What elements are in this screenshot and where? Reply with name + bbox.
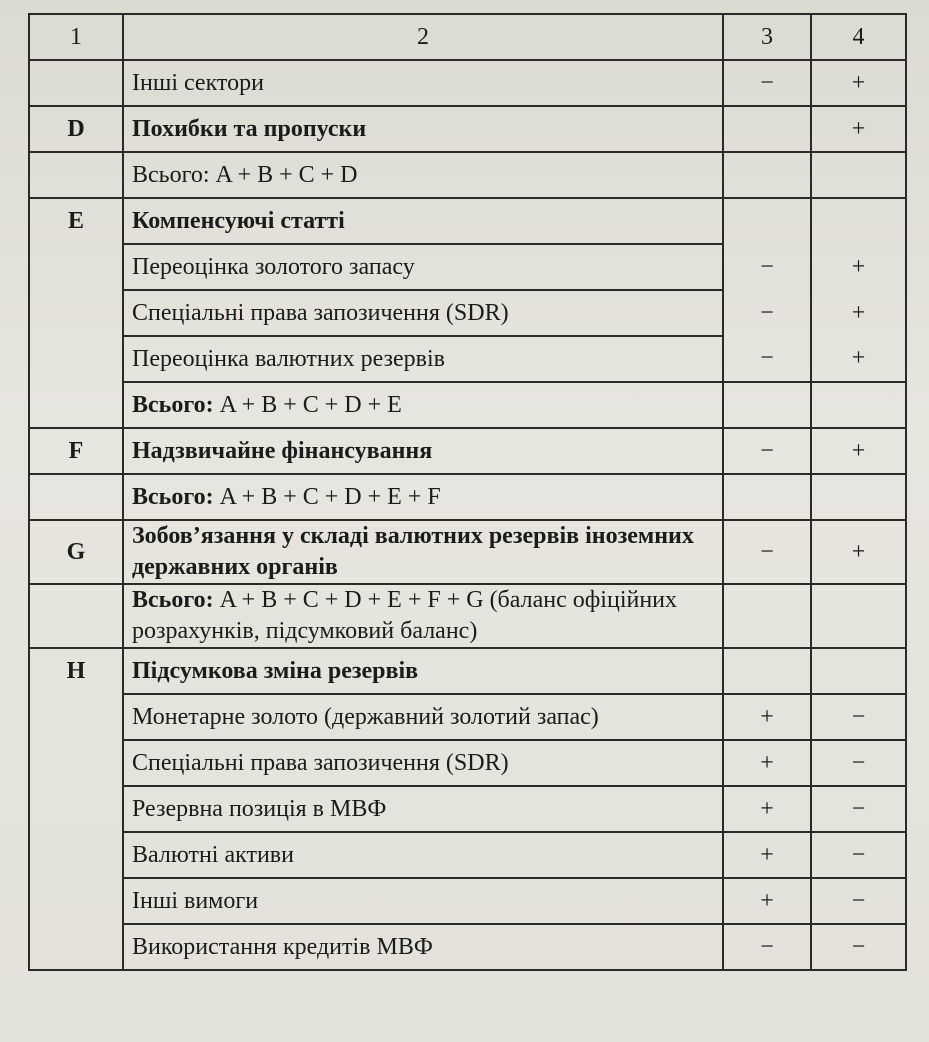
row-col3 bbox=[723, 382, 811, 428]
row-text: Використання кредитів МВФ bbox=[123, 924, 723, 970]
row-text: Всього: A + B + C + D bbox=[123, 152, 723, 198]
row-col3: + bbox=[723, 694, 811, 740]
table-row bbox=[29, 428, 906, 474]
row-text bbox=[123, 584, 723, 648]
row-code: G bbox=[29, 520, 123, 584]
table-row bbox=[29, 878, 906, 924]
row-code bbox=[29, 60, 123, 106]
row-code bbox=[29, 694, 123, 740]
row-text: Переоцінка валютних резервів bbox=[123, 336, 723, 382]
table-row bbox=[29, 290, 906, 336]
row-col4: − bbox=[811, 740, 906, 786]
row-col3: − bbox=[723, 60, 811, 106]
total-formula: A + B + C + D + E bbox=[213, 391, 402, 418]
row-text: Спеціальні права запозичення (SDR) bbox=[123, 740, 723, 786]
row-text bbox=[123, 474, 723, 520]
table-row bbox=[29, 520, 906, 584]
row-col3: + bbox=[723, 740, 811, 786]
row-text: Інші сектори bbox=[123, 60, 723, 106]
row-text: Резервна позиція в МВФ bbox=[123, 786, 723, 832]
header-col-2: 2 bbox=[123, 14, 723, 60]
table-row bbox=[29, 152, 906, 198]
row-code: H bbox=[29, 648, 123, 694]
row-text: Інші вимоги bbox=[123, 878, 723, 924]
row-code bbox=[29, 336, 123, 382]
table-row bbox=[29, 584, 906, 648]
row-col4 bbox=[811, 648, 906, 694]
total-label: Всього: bbox=[132, 391, 214, 418]
row-text: Переоцінка золотого запасу bbox=[123, 244, 723, 290]
total-formula: A + B + C + D + E + F bbox=[213, 483, 441, 510]
row-col4: − bbox=[811, 832, 906, 878]
row-code bbox=[29, 244, 123, 290]
row-col3: − bbox=[723, 428, 811, 474]
row-col4 bbox=[811, 584, 906, 648]
row-code bbox=[29, 474, 123, 520]
balance-of-payments-table bbox=[28, 13, 907, 971]
total-formula: A + B + C + D + E + F + G (баланс офіційних розрахунків, підсумковий баланс) bbox=[132, 587, 678, 644]
row-col3: + bbox=[723, 786, 811, 832]
row-text bbox=[123, 382, 723, 428]
header-col-1: 1 bbox=[29, 14, 123, 60]
row-col4: − bbox=[811, 786, 906, 832]
table-row bbox=[29, 474, 906, 520]
row-code bbox=[29, 740, 123, 786]
row-col3: − bbox=[723, 290, 811, 336]
table-row bbox=[29, 106, 906, 152]
row-col3 bbox=[723, 474, 811, 520]
table-row bbox=[29, 382, 906, 428]
row-col4: − bbox=[811, 878, 906, 924]
table-row bbox=[29, 786, 906, 832]
row-text: Підсумкова зміна резервів bbox=[123, 648, 723, 694]
row-col4: − bbox=[811, 694, 906, 740]
row-text: Компенсуючі статті bbox=[123, 198, 723, 244]
row-code bbox=[29, 584, 123, 648]
row-col3 bbox=[723, 198, 811, 244]
row-code bbox=[29, 382, 123, 428]
row-col4 bbox=[811, 152, 906, 198]
row-col3 bbox=[723, 106, 811, 152]
row-col4 bbox=[811, 198, 906, 244]
row-col3 bbox=[723, 584, 811, 648]
row-col4: + bbox=[811, 428, 906, 474]
row-code: E bbox=[29, 198, 123, 244]
row-code bbox=[29, 832, 123, 878]
table-row bbox=[29, 694, 906, 740]
row-col4: + bbox=[811, 106, 906, 152]
row-code bbox=[29, 924, 123, 970]
total-label: Всього: bbox=[132, 483, 214, 510]
table-row bbox=[29, 198, 906, 244]
table-row bbox=[29, 832, 906, 878]
header-col-3: 3 bbox=[723, 14, 811, 60]
row-col3: + bbox=[723, 878, 811, 924]
row-code bbox=[29, 290, 123, 336]
row-text: Монетарне золото (державний золотий запас) bbox=[123, 694, 723, 740]
table-row bbox=[29, 336, 906, 382]
row-code bbox=[29, 878, 123, 924]
row-text: Зобов’язання у складі валютних резервів іноземних державних органів bbox=[123, 520, 723, 584]
row-col3: − bbox=[723, 244, 811, 290]
row-col3 bbox=[723, 152, 811, 198]
row-col4: + bbox=[811, 336, 906, 382]
row-code: F bbox=[29, 428, 123, 474]
row-code bbox=[29, 786, 123, 832]
row-code: D bbox=[29, 106, 123, 152]
row-col3: − bbox=[723, 520, 811, 584]
row-text: Спеціальні права запозичення (SDR) bbox=[123, 290, 723, 336]
row-col4 bbox=[811, 474, 906, 520]
header-col-4: 4 bbox=[811, 14, 906, 60]
row-text: Валютні активи bbox=[123, 832, 723, 878]
table-row bbox=[29, 648, 906, 694]
row-col3: − bbox=[723, 336, 811, 382]
row-text: Похибки та пропуски bbox=[123, 106, 723, 152]
table-row bbox=[29, 924, 906, 970]
total-label: Всього: bbox=[132, 587, 214, 613]
row-col4: + bbox=[811, 520, 906, 584]
table-header-row bbox=[29, 14, 906, 60]
row-col4: − bbox=[811, 924, 906, 970]
row-col4: + bbox=[811, 290, 906, 336]
table-row bbox=[29, 60, 906, 106]
table-row bbox=[29, 740, 906, 786]
row-col4: + bbox=[811, 244, 906, 290]
row-col4: + bbox=[811, 60, 906, 106]
table-row bbox=[29, 244, 906, 290]
row-col3: + bbox=[723, 832, 811, 878]
row-col3 bbox=[723, 648, 811, 694]
row-text: Надзвичайне фінансування bbox=[123, 428, 723, 474]
row-col4 bbox=[811, 382, 906, 428]
row-col3: − bbox=[723, 924, 811, 970]
row-code bbox=[29, 152, 123, 198]
